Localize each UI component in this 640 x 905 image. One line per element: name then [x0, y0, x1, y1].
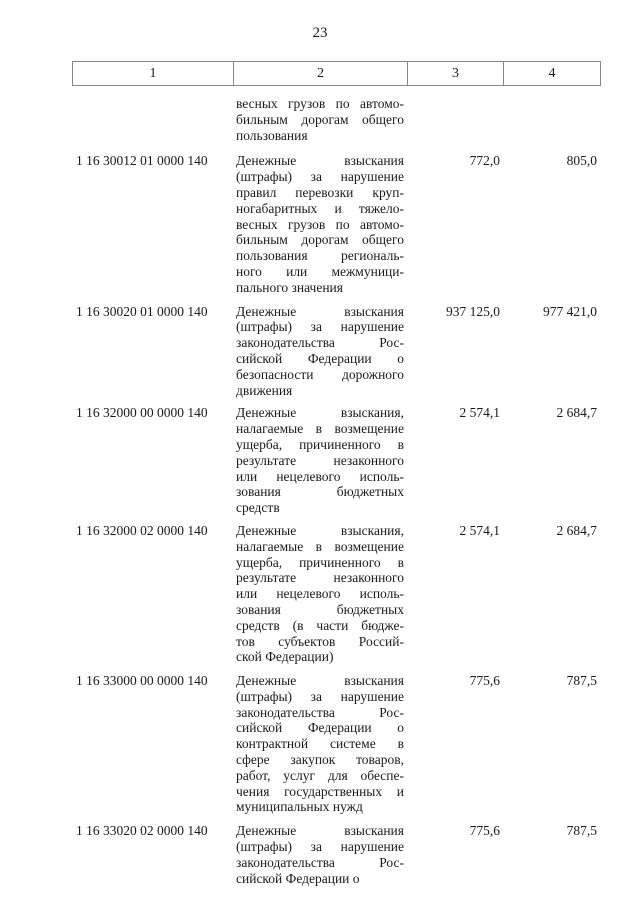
description-line: ногабаритных и тяжело- — [236, 200, 404, 216]
column-header-4: 4 — [504, 62, 601, 86]
table-row — [0, 405, 640, 516]
table-row — [0, 823, 640, 886]
description-line: бильным дорогам общего — [236, 111, 404, 127]
description-line: движения — [236, 382, 293, 398]
value-column-4: 787,5 — [566, 823, 597, 839]
table-row — [0, 153, 640, 295]
description-line: пользования — [236, 127, 308, 143]
value-column-3: 2 574,1 — [459, 522, 500, 538]
description-line: законодательства Рос- — [236, 854, 404, 870]
column-header-1: 1 — [73, 62, 234, 86]
description-line: Денежные взыскания — [236, 303, 404, 319]
table-row — [0, 304, 640, 399]
column-header-row — [72, 61, 601, 86]
row-description — [236, 523, 404, 665]
description-line: средств — [236, 500, 280, 516]
table-row — [0, 523, 640, 665]
table-body — [0, 88, 640, 886]
description-line: Денежные взыскания, — [236, 405, 404, 421]
value-column-4: 2 684,7 — [556, 522, 597, 538]
value-column-3: 2 574,1 — [459, 405, 500, 421]
table-row — [0, 96, 640, 143]
description-line: налагаемые в возмещение — [236, 538, 404, 554]
description-line: Денежные взыскания, — [236, 522, 404, 538]
description-line: или нецелевого исполь- — [236, 468, 404, 484]
description-line: налагаемые в возмещение — [236, 421, 404, 437]
value-column-4: 977 421,0 — [543, 303, 597, 319]
description-line: работ, услуг для обеспе- — [236, 767, 404, 783]
value-column-4: 2 684,7 — [556, 405, 597, 421]
description-line: чения государственных и — [236, 783, 404, 799]
row-description — [236, 405, 404, 516]
row-code: 1 16 32000 00 0000 140 — [76, 405, 208, 421]
row-code: 1 16 33000 00 0000 140 — [76, 673, 208, 689]
table-row — [0, 673, 640, 815]
description-line: весных грузов по автомо- — [236, 216, 404, 232]
description-line: результате незаконного — [236, 570, 404, 586]
row-code: 1 16 32000 02 0000 140 — [76, 522, 208, 538]
row-code: 1 16 33020 02 0000 140 — [76, 823, 208, 839]
description-line: зования бюджетных — [236, 601, 404, 617]
row-code: 1 16 30012 01 0000 140 — [76, 153, 208, 169]
value-column-3: 937 125,0 — [446, 303, 500, 319]
description-line: (штрафы) за нарушение — [236, 839, 404, 855]
description-line: пользования региональ- — [236, 248, 404, 264]
value-column-4: 787,5 — [566, 673, 597, 689]
description-line: законодательства Рос- — [236, 704, 404, 720]
description-line: (штрафы) за нарушение — [236, 169, 404, 185]
description-line: контрактной системе в — [236, 736, 404, 752]
value-column-3: 775,6 — [469, 823, 500, 839]
description-line: ущерба, причиненного в — [236, 436, 404, 452]
column-header-2: 2 — [234, 62, 408, 86]
description-line: зования бюджетных — [236, 484, 404, 500]
description-line: весных грузов по автомо- — [236, 96, 404, 111]
column-header-3: 3 — [408, 62, 504, 86]
description-line: законодательства Рос- — [236, 335, 404, 351]
description-line: ного или межмуници- — [236, 263, 404, 279]
description-line: безопасности дорожного — [236, 366, 404, 382]
description-line: ущерба, причиненного в — [236, 554, 404, 570]
value-column-3: 772,0 — [469, 153, 500, 169]
description-line: пального значения — [236, 279, 343, 295]
row-description — [236, 823, 404, 886]
row-description — [236, 96, 404, 143]
description-line: Денежные взыскания — [236, 673, 404, 689]
value-column-3: 775,6 — [469, 673, 500, 689]
row-description — [236, 304, 404, 399]
description-line: или нецелевого исполь- — [236, 586, 404, 602]
description-line: Денежные взыскания — [236, 153, 404, 169]
row-description — [236, 153, 404, 295]
description-line: муниципальных нужд — [236, 799, 363, 815]
row-code: 1 16 30020 01 0000 140 — [76, 303, 208, 319]
page-number: 23 — [312, 25, 328, 41]
description-line: ской Федерации) — [236, 649, 334, 665]
description-line: правил перевозки круп- — [236, 184, 404, 200]
description-line: сийской Федерации о — [236, 870, 360, 886]
description-line: Денежные взыскания — [236, 823, 404, 839]
description-line: (штрафы) за нарушение — [236, 688, 404, 704]
description-line: результате незаконного — [236, 452, 404, 468]
description-line: сийской Федерации о — [236, 720, 404, 736]
description-line: бильным дорогам общего — [236, 232, 404, 248]
value-column-4: 805,0 — [566, 153, 597, 169]
description-line: сфере закупок товаров, — [236, 752, 404, 768]
row-description — [236, 673, 404, 815]
description-line: средств (в части бюдже- — [236, 617, 404, 633]
description-line: (штрафы) за нарушение — [236, 319, 404, 335]
row-code — [0, 96, 236, 143]
description-line: сийской Федерации о — [236, 350, 404, 366]
description-line: тов субъектов Россий- — [236, 633, 404, 649]
